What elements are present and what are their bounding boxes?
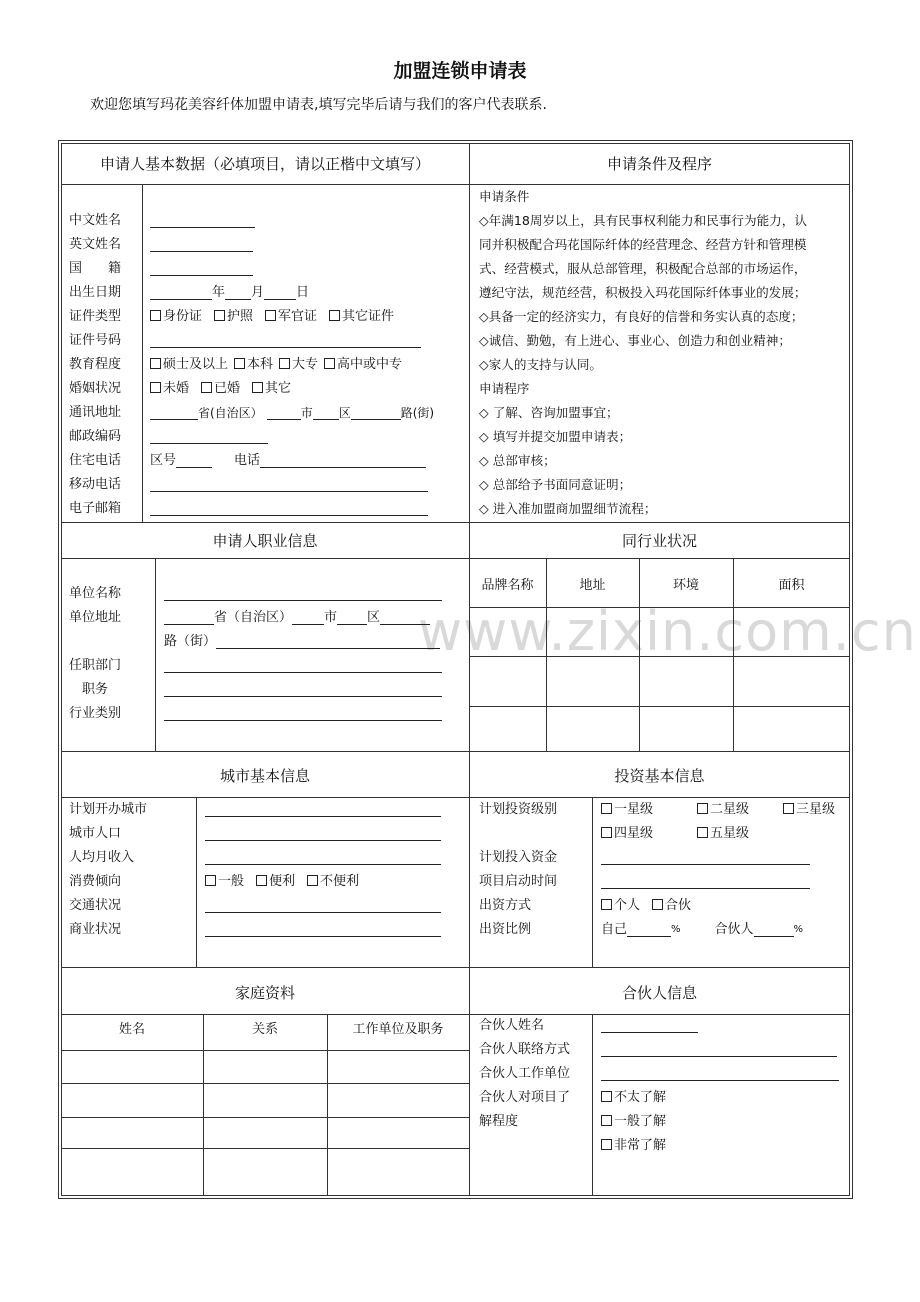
divider: [61, 1148, 469, 1149]
city-header: 城市基本信息: [219, 767, 310, 785]
label: 单位地址: [69, 610, 122, 625]
procedure-step: ◇ 总部给予书面同意证明；: [479, 477, 632, 492]
label: 合伙人对项目了: [479, 1090, 571, 1105]
label: 计划开办城市: [69, 802, 148, 817]
form-title: 加盟连锁申请表: [393, 60, 527, 82]
label: 行业类别: [69, 706, 122, 721]
checkbox[interactable]: [324, 358, 335, 369]
divider: [592, 1014, 593, 1196]
checkbox[interactable]: [252, 382, 263, 393]
family-header: 家庭资料: [234, 984, 295, 1002]
checkbox[interactable]: [652, 899, 663, 910]
start-time-field[interactable]: [601, 875, 810, 889]
label: 交通状况: [69, 898, 122, 913]
road-label: 路(街): [400, 406, 435, 420]
investment-fields: [601, 798, 849, 942]
label: 单位名称: [69, 586, 122, 601]
divider: [469, 143, 470, 1196]
id-type-option[interactable]: 护照: [214, 305, 253, 329]
understanding-option[interactable]: 非常了解: [601, 1134, 666, 1158]
partner-employer-field[interactable]: [601, 1067, 839, 1081]
column-header-name: 姓名: [118, 1022, 145, 1037]
checkbox[interactable]: [150, 358, 161, 369]
birth-day-field[interactable]: [264, 286, 296, 300]
applicant-basic-header: 申请人基本数据（必填项目，请以正楷中文填写）: [99, 155, 430, 173]
city-field[interactable]: [267, 406, 301, 420]
divider: [327, 1014, 328, 1196]
city-label: 市: [324, 610, 338, 625]
marital-option[interactable]: 其它: [252, 377, 291, 401]
area-code-label: 区号: [150, 453, 177, 468]
intro-text: 欢迎您填写玛花美容纤体加盟申请表,填写完毕后请与我们的客户代表联系.: [90, 97, 547, 113]
label: 电子邮箱: [69, 501, 122, 516]
department-field[interactable]: [164, 659, 442, 673]
divider: [196, 797, 197, 967]
income-field[interactable]: [205, 851, 441, 865]
company-extra-field[interactable]: [380, 611, 430, 625]
label: 住宅电话: [69, 453, 122, 468]
checkbox[interactable]: [205, 875, 216, 886]
basic-labels: [69, 209, 121, 521]
partner-fields: [601, 1014, 839, 1158]
position-field[interactable]: [164, 683, 442, 697]
divider: [61, 1083, 469, 1084]
column-header-environment: 环境: [672, 578, 699, 593]
id-type-option[interactable]: 身份证: [150, 305, 202, 329]
province-label: 省（自治区）: [214, 610, 293, 625]
company-city-field[interactable]: [292, 611, 324, 625]
road-field[interactable]: [351, 406, 401, 420]
understanding-option[interactable]: 一般了解: [601, 1110, 666, 1134]
partner-header: 合伙人信息: [621, 984, 697, 1002]
condition-line: ◇年满18周岁以上，具有民事权利能力和民事行为能力，认: [479, 213, 807, 228]
divider: [61, 967, 850, 968]
company-name-field[interactable]: [164, 587, 442, 601]
checkbox[interactable]: [601, 1139, 612, 1150]
basic-fields: [150, 209, 434, 521]
condition-line: ◇诚信、勤勉，有上进心、事业心、创造力和创业精神；: [479, 333, 791, 348]
partner-name-field[interactable]: [601, 1019, 698, 1033]
industry-field[interactable]: [164, 707, 442, 721]
conditions-text: [479, 185, 807, 521]
label: 合伙人姓名: [479, 1018, 545, 1033]
label: 项目启动时间: [479, 874, 558, 889]
checkbox[interactable]: [601, 1091, 612, 1102]
postal-code-field[interactable]: [150, 430, 268, 444]
level-option[interactable]: 四星级: [601, 822, 697, 846]
marital-option[interactable]: 已婚: [201, 377, 240, 401]
label: 国 籍: [69, 261, 122, 276]
column-header-address: 地址: [579, 578, 606, 593]
condition-line: ◇家人的支持与认同。: [479, 357, 603, 372]
investment-amount-field[interactable]: [601, 851, 810, 865]
divider: [203, 1014, 204, 1196]
checkbox[interactable]: [697, 803, 708, 814]
procedure-step: ◇ 填写并提交加盟申请表；: [479, 429, 632, 444]
label: 英文姓名: [69, 237, 122, 252]
city-fields: [205, 798, 441, 942]
city-labels: [69, 798, 147, 942]
checkbox[interactable]: [201, 382, 212, 393]
label: 人均月收入: [69, 850, 135, 865]
procedure-step: ◇ 总部审核；: [479, 453, 556, 468]
partner-labels: [479, 1014, 570, 1134]
traffic-field[interactable]: [205, 899, 441, 913]
divider: [61, 1117, 469, 1118]
occupation-labels: [69, 582, 121, 726]
checkbox[interactable]: [601, 803, 612, 814]
self-ratio-field[interactable]: [627, 923, 671, 937]
checkbox[interactable]: [307, 875, 318, 886]
partner-label: 合伙人: [714, 922, 754, 937]
company-district-field[interactable]: [337, 611, 367, 625]
investment-header: 投资基本信息: [614, 767, 705, 785]
checkbox[interactable]: [601, 827, 612, 838]
conditions-header: 申请条件及程序: [606, 155, 712, 173]
checkbox[interactable]: [601, 1115, 612, 1126]
partner-ratio-field[interactable]: [754, 923, 794, 937]
label: 计划投资级别: [479, 802, 558, 817]
condition-line: 式、经营模式，服从总部管理，积极配合总部的市场运作，: [479, 261, 807, 276]
divider: [155, 558, 156, 751]
label: 解程度: [479, 1114, 519, 1129]
occupation-fields: [164, 582, 442, 726]
investment-labels: [479, 798, 557, 942]
checkbox[interactable]: [265, 310, 276, 321]
label: 职务: [69, 682, 109, 697]
id-type-option[interactable]: 其它证件: [329, 305, 394, 329]
label: 通讯地址: [69, 405, 122, 420]
consumption-option[interactable]: 便利: [256, 870, 295, 894]
month-label: 月: [251, 285, 265, 300]
home-phone-field[interactable]: [260, 454, 426, 468]
label: 出资比例: [479, 922, 532, 937]
chinese-name-field[interactable]: [150, 214, 255, 228]
funding-option[interactable]: 个人: [601, 894, 640, 918]
marital-option[interactable]: 未婚: [150, 377, 189, 401]
phone-label: 电话: [234, 453, 261, 468]
industry-header: 同行业状况: [621, 532, 697, 550]
checkbox[interactable]: [150, 310, 161, 321]
district-label: 区: [367, 610, 381, 625]
level-option[interactable]: 二星级: [697, 798, 783, 822]
column-header-employer: 工作单位及职务: [352, 1022, 444, 1037]
condition-line: 遵纪守法，规范经营，积极投入玛花国际纤体事业的发展；: [479, 285, 807, 300]
divider: [142, 184, 143, 522]
label: 中文姓名: [69, 213, 122, 228]
label: 邮政编码: [69, 429, 122, 444]
funding-option[interactable]: 合伙: [652, 894, 691, 918]
procedure-step: ◇ 进入准加盟商加盟细节流程；: [479, 501, 657, 516]
column-header-relation: 关系: [251, 1022, 278, 1037]
education-option[interactable]: 高中或中专: [324, 353, 402, 377]
divider: [469, 706, 850, 707]
level-option[interactable]: 五星级: [697, 822, 749, 846]
education-option[interactable]: 硕士及以上: [150, 353, 228, 377]
district-field[interactable]: [313, 406, 339, 420]
email-field[interactable]: [150, 502, 428, 516]
label: 教育程度: [69, 357, 122, 372]
consumption-option[interactable]: 一般: [205, 870, 244, 894]
checkbox[interactable]: [783, 803, 794, 814]
label: 商业状况: [69, 922, 122, 937]
company-province-field[interactable]: [164, 611, 214, 625]
column-header-area: 面积: [778, 578, 805, 593]
checkbox[interactable]: [697, 827, 708, 838]
label: 出生日期: [69, 285, 122, 300]
partner-contact-field[interactable]: [601, 1043, 837, 1057]
procedure-step: ◇ 了解、咨询加盟事宜；: [479, 405, 619, 420]
watermark: www.zixin.com.cn: [418, 600, 917, 663]
label: 城市人口: [69, 826, 122, 841]
label: 出资方式: [479, 898, 532, 913]
understanding-option[interactable]: 不太了解: [601, 1086, 666, 1110]
label: 移动电话: [69, 477, 122, 492]
divider: [61, 522, 850, 523]
column-header-brand: 品牌名称: [481, 578, 534, 593]
percent: %: [793, 924, 804, 935]
divider: [469, 656, 850, 657]
checkbox[interactable]: [279, 358, 290, 369]
divider: [61, 1050, 469, 1051]
condition-line: 同并积极配合玛花国际纤体的经营理念、经营方针和管理模: [479, 237, 807, 252]
checkbox[interactable]: [601, 899, 612, 910]
divider: [61, 558, 850, 559]
label: 合伙人联络方式: [479, 1042, 571, 1057]
education-option[interactable]: 本科: [234, 353, 273, 377]
divider: [469, 607, 850, 608]
self-label: 自己: [601, 922, 628, 937]
planned-city-field[interactable]: [205, 803, 441, 817]
id-number-field[interactable]: [150, 334, 421, 348]
label: 合伙人工作单位: [479, 1066, 571, 1081]
consumption-option[interactable]: 不便利: [307, 870, 359, 894]
label: 证件类型: [69, 309, 122, 324]
district-label: 区: [338, 406, 351, 420]
province-label: 省(自治区）: [198, 406, 263, 420]
nationality-field[interactable]: [150, 262, 253, 276]
birth-month-field[interactable]: [225, 286, 251, 300]
province-field[interactable]: [150, 406, 198, 420]
label: 任职部门: [69, 658, 122, 673]
english-name-field[interactable]: [150, 238, 253, 252]
education-option[interactable]: 大专: [279, 353, 318, 377]
label: [479, 822, 557, 846]
city-label: 市: [300, 406, 313, 420]
checkbox[interactable]: [329, 310, 340, 321]
checkbox[interactable]: [150, 382, 161, 393]
label: 婚姻状况: [69, 381, 122, 396]
checkbox[interactable]: [256, 875, 267, 886]
occupation-header: 申请人职业信息: [212, 532, 318, 550]
business-field[interactable]: [205, 923, 441, 937]
id-type-option[interactable]: 军官证: [265, 305, 317, 329]
area-code-field[interactable]: [176, 454, 212, 468]
level-option[interactable]: 一星级: [601, 798, 697, 822]
level-option[interactable]: 三星级: [783, 798, 835, 822]
divider: [61, 751, 850, 752]
checkbox[interactable]: [214, 310, 225, 321]
procedure-title: 申请程序: [479, 381, 530, 396]
company-road-field[interactable]: [216, 635, 440, 649]
road-label: 路（街）: [164, 634, 217, 649]
checkbox[interactable]: [234, 358, 245, 369]
mobile-field[interactable]: [150, 478, 428, 492]
year-label: 年: [212, 285, 226, 300]
day-label: 日: [296, 285, 310, 300]
label: 消费倾向: [69, 874, 122, 889]
birth-year-field[interactable]: [150, 286, 212, 300]
divider: [592, 797, 593, 967]
label: 证件号码: [69, 333, 122, 348]
population-field[interactable]: [205, 827, 441, 841]
percent: %: [671, 924, 681, 935]
label: [69, 630, 121, 654]
conditions-title: 申请条件: [479, 189, 530, 204]
condition-line: ◇具备一定的经济实力，有良好的信誉和务实认真的态度；: [479, 309, 804, 324]
label: 计划投入资金: [479, 850, 558, 865]
